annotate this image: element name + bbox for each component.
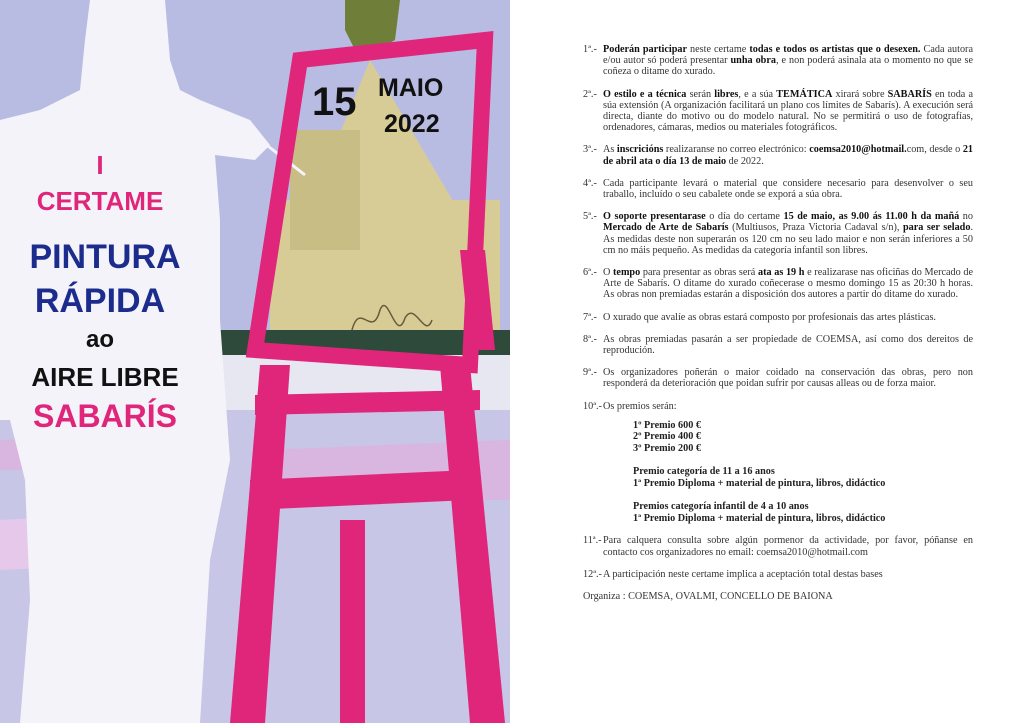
rule-text: en toda a súa extensión (A organización facilitará un plano cos límites de Sabarís). A execución será directa, diante do motivo ou do modelo natural. No se permitirá o uso de fotografías, ordenadores, cámaras, medios ou materiales fotográficos.: [603, 88, 973, 134]
rule-12: [583, 569, 973, 580]
rule-4: [583, 178, 973, 200]
rule-number: 3ª.-: [583, 144, 597, 156]
rule-number: 11ª.-: [583, 535, 602, 547]
rule-number: 4ª.-: [583, 177, 597, 189]
rule-text: A participación neste certame implica a aceptación total destas bases: [603, 568, 883, 580]
organizers-line: Organiza : COEMSA, OVALMI, CONCELLO DE BAIONA: [583, 590, 833, 602]
rule-6: [583, 267, 973, 301]
rule-text: tempo: [613, 267, 641, 279]
rule-text: O: [603, 267, 614, 279]
rule-text: , desde o: [924, 144, 963, 156]
rule-text: neste certame: [686, 44, 750, 55]
rule-text: 15 de maio, as 9.00 ás 11.00 h da mañá: [783, 211, 960, 223]
rule-text: 21 de abril ata o día 13 de maio: [603, 144, 974, 167]
rule-text: (Multiusos, Praza Victoria Cadaval s/n),: [728, 222, 903, 234]
poster-title-certame: CERTAME: [36, 186, 164, 216]
rule-text: Os premios serán:: [603, 400, 677, 412]
rule-text: TEMÁTICA: [776, 88, 833, 100]
prizes-list: [633, 420, 973, 525]
poster-title-aire-libre: AIRE LIBRE: [31, 362, 179, 392]
rule-text: O xurado que avalíe as obras estará composto por profesionais das artes plásticas.: [603, 311, 936, 323]
rule-text: o día do certame: [705, 211, 784, 223]
rule-text: para presentar as obras será: [640, 267, 758, 279]
rule-number: 8ª.-: [583, 333, 597, 345]
rule-number: 5ª.-: [583, 211, 597, 223]
rule-number: 7ª.-: [583, 311, 597, 323]
category-youth-prize: 1ª Premio Diploma + material de pintura, libros, didáctico: [633, 477, 886, 489]
rule-text: O soporte presentarase: [603, 211, 706, 223]
prize-2: 2º Premio 400 €: [633, 431, 701, 443]
rule-text: As: [603, 144, 617, 156]
rule-text: SABARÍS: [887, 88, 932, 100]
rule-number: 6ª.-: [583, 267, 597, 279]
rule-text: no: [959, 211, 973, 223]
poster-date-year: 2022: [384, 110, 440, 138]
rule-text: As obras premiadas pasarán a ser propiedade de COEMSA, así como dos dereitos de reprodución.: [603, 333, 973, 357]
rule-text: com: [906, 144, 925, 156]
rule-number: 12ª.-: [583, 568, 602, 580]
prize-3: 3º Premio 200 €: [633, 442, 701, 454]
rule-number: 1ª.-: [583, 44, 597, 55]
rule-text: O estilo e a técnica: [603, 88, 687, 100]
poster-artwork: [0, 0, 510, 723]
rule-text: ata as 19 h: [757, 267, 805, 279]
category-child-title: Premios categoría infantil de 4 a 10 anos: [633, 501, 809, 513]
rule-text: unha obra: [730, 55, 776, 67]
rule-text: para ser selado: [902, 222, 971, 234]
rule-text: de 2022.: [726, 155, 764, 167]
poster-title-rapida: RÁPIDA: [34, 282, 166, 320]
rule-number: 9ª.-: [583, 367, 597, 379]
rules-text: [583, 44, 973, 602]
rule-text: , e a súa: [738, 88, 777, 100]
rule-text: todas e todos os artistas que o desexen.: [749, 44, 921, 55]
rule-text: . As medidas deste non superarán os 120 cm no seu lado maior e non serán inferiores a 50 cm no máis pequeño. As medidas da categoría infantil son libres.: [603, 222, 973, 256]
rule-1: [583, 44, 973, 78]
rule-10: [583, 401, 973, 525]
rule-text: inscricións: [616, 144, 664, 156]
rule-8: [583, 334, 973, 356]
poster-title-number: I: [96, 150, 104, 180]
poster-title-sabaris: SABARÍS: [32, 398, 177, 434]
rule-text: Mercado de Arte de Sabarís: [603, 222, 729, 234]
rule-text: Cada participante levará o material que considere necesario para desenvolver o seu traballo, incluído o seu cabalete onde se exporá a súa obra.: [603, 177, 973, 201]
rule-text: Os organizadores poñerán o maior coidado na conservación das obras, pero non responderá da deterioración que poidan sufrir por causas alleas ou de forza maior.: [603, 367, 973, 390]
rule-text: Poderán participar: [603, 44, 687, 55]
rule-text: realizaranse no correo electrónico:: [663, 144, 810, 156]
poster-date-day: 15: [312, 80, 357, 124]
rule-text: libres: [714, 88, 739, 100]
poster-title-pintura: PINTURA: [29, 238, 181, 276]
rule-number: 2ª.-: [583, 88, 597, 100]
rule-11: [583, 535, 973, 557]
rule-text: e realizarase nas oficiñas do Mercado de Arte de Sabarís. O ditame do xurado coñecerase o mesmo domingo 15 as 20:30 h horas. As obras non premiadas estarán a disposición dos autores a partir do ditame do xurado.: [603, 267, 973, 301]
rule-text: Cada autora e/ou autor só poderá presentar: [603, 44, 973, 67]
rule-text: xirará sobre: [832, 88, 888, 100]
rule-2: [583, 89, 973, 134]
rule-text: , e non poderá asinala ata o momento no que se coñeza o ditame do xurado.: [603, 55, 973, 78]
rule-number: 10ª.-: [583, 400, 602, 412]
rule-text: Para calquera consulta sobre algún pormenor da actividade, por favor, póñanse en contacto cos organizadores no email: coemsa2010@hotmail.com: [603, 535, 973, 558]
rule-5: [583, 211, 973, 256]
poster-title-ao: ao: [85, 326, 114, 353]
rule-text: serán: [686, 88, 715, 100]
category-youth-title: Premio categoría de 11 a 16 anos: [633, 466, 775, 478]
rule-9: [583, 367, 973, 389]
poster-date-month: MAIO: [378, 74, 444, 102]
rule-3: [583, 144, 973, 166]
rule-7: [583, 312, 973, 323]
email-link: coemsa2010@hotmail.: [809, 144, 907, 156]
category-child-prize: 1ª Premio Diploma + material de pintura, libros, didáctico: [633, 512, 886, 524]
prize-1: 1º Premio 600 €: [633, 419, 701, 431]
